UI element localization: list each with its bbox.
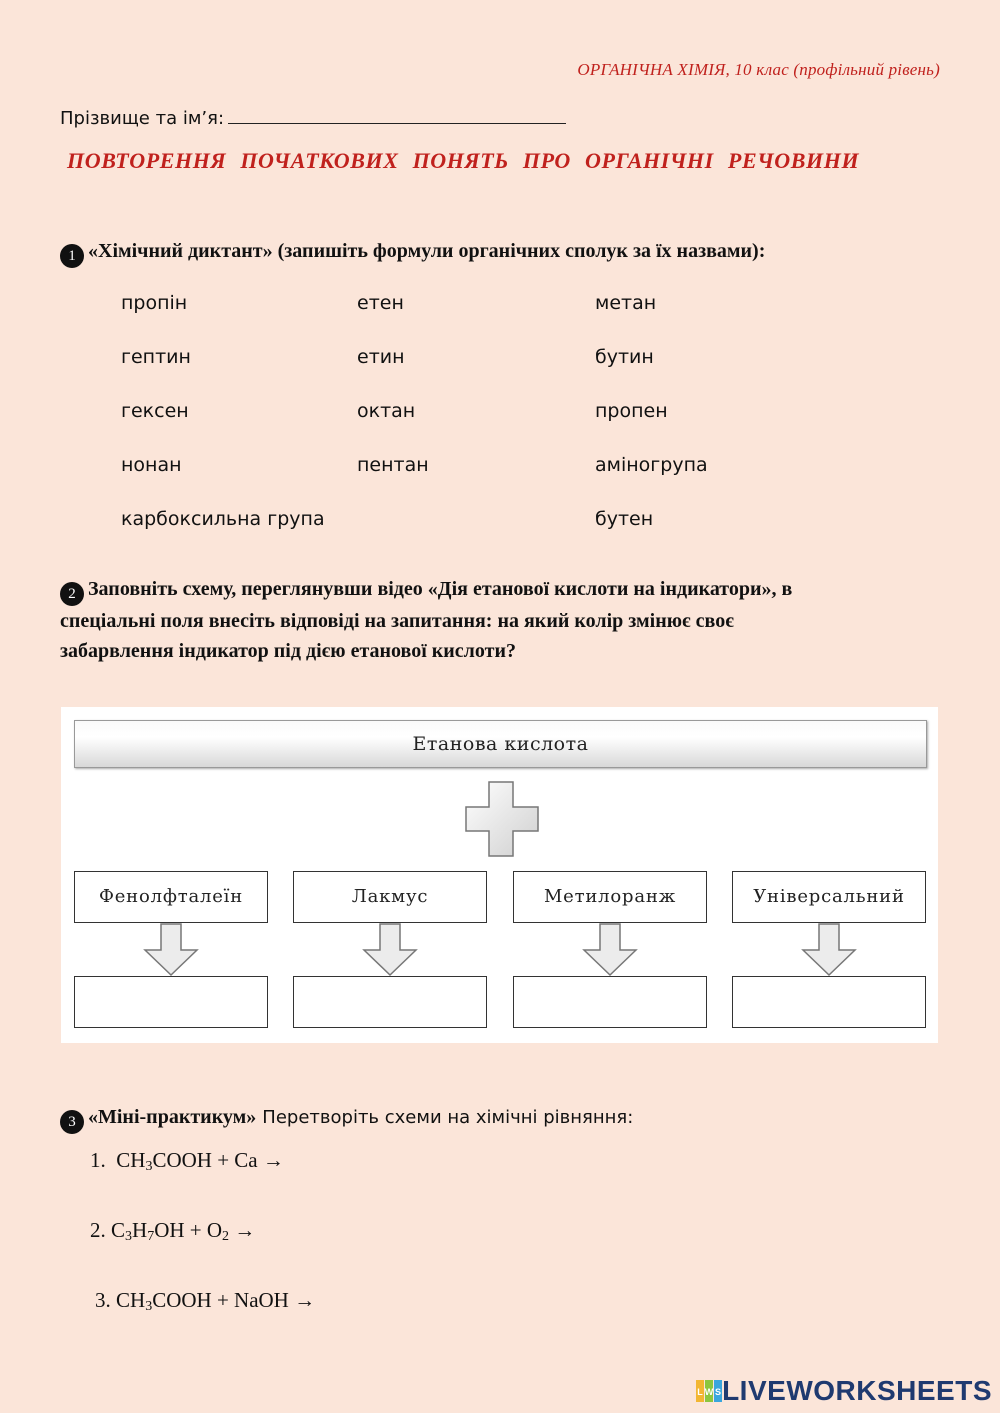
formula-text: CH (116, 1148, 146, 1172)
task2-heading (60, 574, 940, 666)
indicator-box-litmus: Лакмус (293, 871, 487, 923)
dictation-word: етин (357, 346, 405, 368)
dictation-word: етен (357, 292, 404, 314)
equation-number: 1. (90, 1148, 117, 1172)
page-title: ПОВТОРЕННЯ ПОЧАТКОВИХ ПОНЯТЬ ПРО ОРГАНІЧНІ РЕЧОВИНИ (67, 148, 860, 173)
answer-field-universal[interactable] (732, 976, 926, 1028)
formula-subscript: 2 (222, 1229, 230, 1244)
formula-text: CH (116, 1288, 146, 1312)
task1-number-badge: 1 (60, 244, 84, 268)
task1-heading (60, 236, 765, 268)
dictation-word: бутин (595, 346, 654, 368)
task3-instruction: Перетворіть схеми на хімічні рівняння: (262, 1107, 634, 1128)
formula-subscript: 3 (145, 1299, 153, 1314)
logo-letter: S (715, 1387, 722, 1397)
down-arrow-icon (801, 923, 857, 977)
equation-2 (90, 1218, 255, 1245)
answer-field-methyl-orange[interactable] (513, 976, 707, 1028)
formula-text: OH + O (154, 1218, 223, 1242)
task3-number-badge: 3 (60, 1110, 84, 1134)
equation-number: 3. (95, 1288, 116, 1312)
down-arrow-icon (582, 923, 638, 977)
dictation-word: гексен (121, 400, 189, 422)
task2-line-2: спеціальні поля внесіть відповіді на запитання: на який колір змінює своє (60, 610, 734, 632)
formula-text: COOH + NaOH → (152, 1288, 316, 1312)
dictation-word: пентан (357, 454, 429, 476)
dictation-word: пропін (121, 292, 188, 314)
task2-line-3: забарвлення індикатор під дією етанової кислоти? (60, 640, 516, 662)
indicator-box-phenolphthalein: Фенолфталеїн (74, 871, 268, 923)
task3-title: «Міні-практикум» (88, 1106, 257, 1128)
answer-field-litmus[interactable] (293, 976, 487, 1028)
formula-subscript: 7 (147, 1229, 155, 1244)
formula-text: C (111, 1218, 126, 1242)
liveworksheets-brand: LIVEWORKSHEETS (722, 1375, 992, 1406)
dictation-word: метан (595, 292, 657, 314)
logo-letter: W (704, 1387, 714, 1397)
answer-field-phenolphthalein[interactable] (74, 976, 268, 1028)
formula-subscript: 3 (145, 1159, 153, 1174)
dictation-word: пропен (595, 400, 668, 422)
indicator-box-universal: Універсальний (732, 871, 926, 923)
dictation-word: карбоксильна група (121, 508, 325, 530)
task2-line-1: 2 Заповніть схему, переглянувши відео «Дія етанової кислоти на індикатори», в (60, 574, 940, 606)
down-arrow-icon (143, 923, 199, 977)
subject-header: ОРГАНІЧНА ХІМІЯ, 10 клас (профільний рівень) (577, 60, 940, 79)
indicator-diagram (61, 707, 938, 1043)
task3-heading (60, 1102, 633, 1134)
formula-text: H (132, 1218, 148, 1242)
formula-subscript: 3 (125, 1229, 133, 1244)
task1-title: «Хімічний диктант» (запишіть формули органічних сполук за їх назвами): (88, 240, 766, 262)
liveworksheets-logo (696, 1375, 992, 1407)
dictation-word: аміногрупа (595, 454, 708, 476)
liveworksheets-logo-icon (696, 1380, 722, 1402)
dictation-word: октан (357, 400, 416, 422)
down-arrow-icon (362, 923, 418, 977)
dictation-word: бутен (595, 508, 654, 530)
ethanoic-acid-bar: Етанова кислота (74, 720, 927, 768)
indicator-box-methyl-orange: Метилоранж (513, 871, 707, 923)
student-name-line (60, 106, 566, 129)
logo-letter: L (697, 1387, 703, 1397)
formula-text: → (229, 1218, 256, 1242)
equation-1 (90, 1148, 284, 1175)
formula-text: COOH + Ca → (152, 1148, 284, 1172)
student-name-label: Прізвище та ім’я: (60, 108, 225, 129)
dictation-word: нонан (121, 454, 182, 476)
equation-number: 2. (90, 1218, 111, 1242)
equation-3 (95, 1288, 315, 1315)
dictation-word: гептин (121, 346, 191, 368)
student-name-field[interactable] (228, 106, 566, 124)
task2-number-badge: 2 (60, 582, 84, 606)
plus-icon (464, 780, 540, 858)
